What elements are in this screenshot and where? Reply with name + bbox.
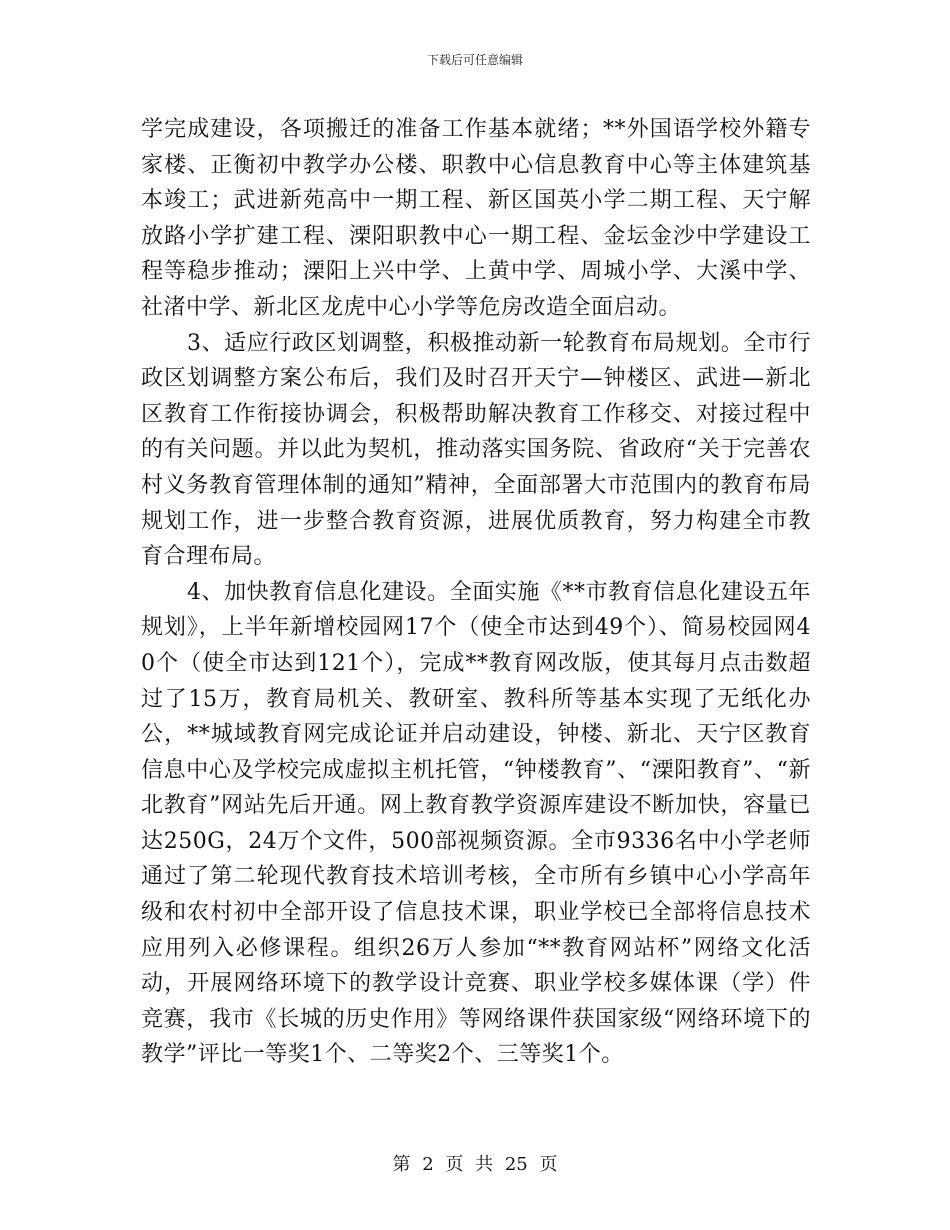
page-header: 下载后可任意编辑 [426,53,523,67]
page-footer: 第 2 页 共 25 页 [392,1154,558,1175]
paragraph-continued: 学完成建设，各项搬迁的准备工作基本就绪；**外国语学校外籍专家楼、正衡初中教学办公楼、职教中心信息教育中心等主体建筑基本竣工；武进新苑高中一期工程、新区国英小学二期工程、天宁解放路小学扩建工程、溧阳职教中心一期工程、金坛金沙中学建设工程等稳步推动；溧阳上兴中学、上黄中学、周城小学、大溪中学、社渚中学、新北区龙虎中心小学等危房改造全面启动。 [141,117,811,320]
paragraph-3: 3、适应行政区划调整，积极推动新一轮教育布局规划。全市行政区划调整方案公布后，我们及时召开天宁—钟楼区、武进—新北区教育工作衔接协调会，积极帮助解决教育工作移交、对接过程中的有关问题。并以此为契机，推动落实国务院、省政府“关于完善农村义务教育管理体制的通知”精神，全面部署大市范围内的教育布局规划工作，进一步整合教育资源，进展优质教育，努力构建全市教育合理布局。 [141,330,811,570]
paragraph-4: 4、加快教育信息化建设。全面实施《**市教育信息化建设五年规划》，上半年新增校园网17个（使全市达到49个）、简易校园网40个（使全市达到121个），完成**教育网改版，使其每月点击数超过了15万，教育局机关、教研室、教科所等基本实现了无纸化办公，**城域教育网完成论证并启动建设，钟楼、新北、天宁区教育信息中心及学校完成虚拟主机托管，“钟楼教育”、“溧阳教育”、“新北教育”网站先后开通。网上教育教学资源库建设不断加快，容量已达250G，24万个文件，500部视频资源。全市9336名中小学老师通过了第二轮现代教育技术培训考核，全市所有乡镇中心小学高年级和农村初中全部开设了信息技术课，职业学校已全部将信息技术应用列入必修课程。组织26万人参加“**教育网站杯”网络文化活动，开展网络环境下的教学设计竞赛、职业学校多媒体课（学）件竞赛，我市《长城的历史作用》等网络课件获国家级“网络环境下的教学”评比一等奖1个、二等奖2个、三等奖1个。 [141,579,811,1068]
document-body [141,112,811,1073]
